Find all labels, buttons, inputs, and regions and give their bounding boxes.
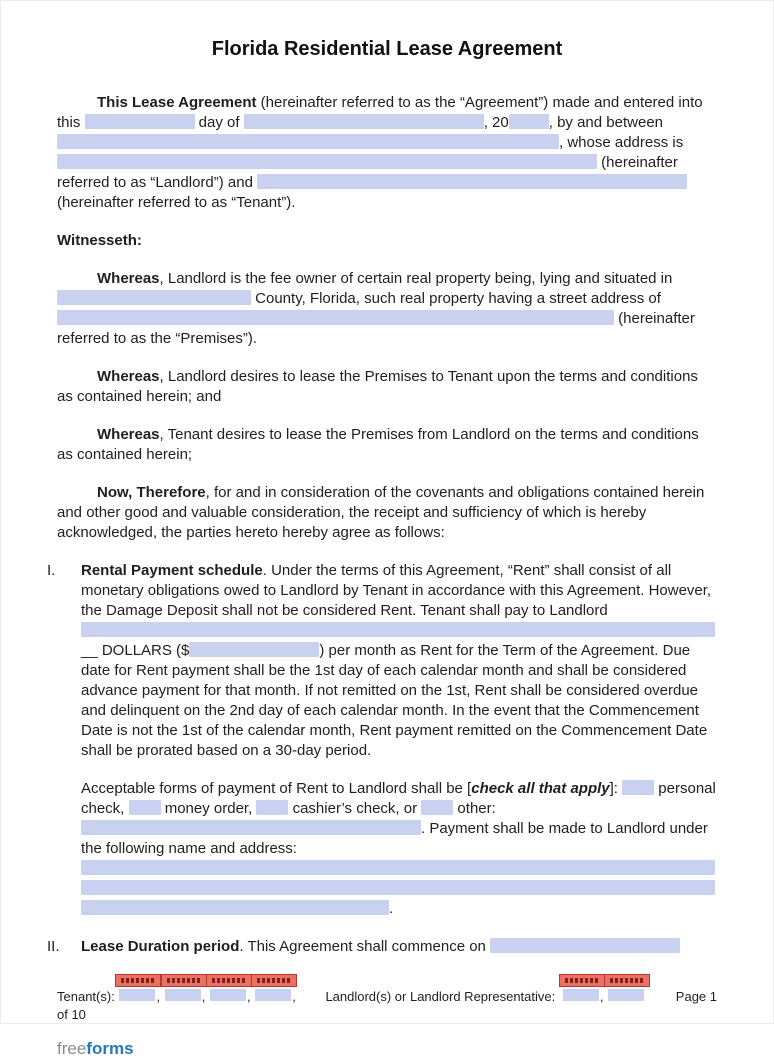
whereas1-lead-bold: Whereas	[97, 270, 160, 287]
tenant-initials-field-3[interactable]	[210, 989, 246, 1001]
year-field[interactable]	[509, 114, 549, 129]
landlord-initials-field-1[interactable]	[563, 989, 599, 1001]
rental-text-2: __ DOLLARS ($	[81, 642, 190, 659]
month-field[interactable]	[244, 114, 484, 129]
payment-forms-paragraph	[81, 779, 717, 919]
landlord-initials-field-2[interactable]	[608, 989, 644, 1001]
intro-text-1: (hereinafter referred to as the “Agreement”) made and entered into this	[57, 94, 703, 131]
check-all-that-apply-bold: check all that apply	[471, 780, 610, 797]
intro-text-6: (hereinafter referred to as “Landlord”) and	[57, 154, 678, 191]
list-item-lease-duration	[47, 937, 717, 957]
intro-paragraph	[57, 93, 717, 213]
stamp-text	[121, 978, 155, 983]
payment-text-1: Acceptable forms of payment of Rent to Landlord shall be [	[81, 780, 472, 797]
commencement-date-field[interactable]	[490, 938, 680, 953]
comma-2: ,	[201, 989, 206, 1004]
payment-text-5: cashier’s check, or	[288, 800, 422, 817]
whereas-paragraph-1	[57, 269, 717, 349]
payment-text-3: personal check,	[81, 780, 716, 817]
page-number-continued: of 10	[57, 1007, 86, 1022]
payee-name-address-field-3[interactable]	[81, 900, 389, 915]
tenant-initial-slot-1	[119, 988, 155, 1001]
intro-lead-bold: This Lease Agreement	[97, 94, 257, 111]
whereas1-text-3: (hereinafter referred to as the “Premises”).	[57, 310, 695, 347]
whereas1-text-2: County, Florida, such real property having a street address of	[251, 290, 661, 307]
sign-here-stamp-icon[interactable]	[206, 974, 252, 987]
intro-text-3: , 20	[483, 114, 509, 131]
list-number-1: I.	[47, 562, 56, 579]
payee-name-address-field-1[interactable]	[81, 860, 715, 875]
stamp-text	[610, 978, 644, 983]
payment-text-8: .	[389, 900, 394, 917]
street-address-field[interactable]	[57, 310, 614, 325]
whereas-paragraph-3	[57, 425, 717, 465]
landlord-initial-slot-1	[563, 988, 599, 1001]
other-payment-description-field[interactable]	[81, 820, 421, 835]
witnesseth-heading	[57, 231, 717, 251]
freeforms-logo	[57, 1039, 717, 1059]
whereas-paragraph-2	[57, 367, 717, 407]
rental-payment-paragraph	[81, 561, 717, 761]
landlord-name-field[interactable]	[57, 134, 559, 149]
tenant-initial-slot-4	[255, 988, 291, 1001]
brand-forms-text: forms	[86, 1039, 134, 1058]
initials-row	[57, 971, 717, 1005]
payment-text-4: money order,	[160, 800, 257, 817]
rent-amount-words-field[interactable]	[81, 622, 715, 637]
tenants-label: Tenant(s):	[57, 989, 115, 1004]
day-of-month-field[interactable]	[85, 114, 195, 129]
payment-text-7: . Payment shall be made to Landlord under the following name and address:	[81, 820, 708, 857]
intro-text-4: , by and between	[548, 114, 664, 131]
rent-amount-numeric-field[interactable]	[189, 642, 319, 657]
page-number: Page 1	[675, 989, 717, 1004]
sign-here-stamp-icon[interactable]	[604, 974, 650, 987]
whereas1-text-1: , Landlord is the fee owner of certain real property being, lying and situated in	[159, 270, 673, 287]
therefore-text: , for and in consideration of the covenants and obligations contained herein and other good and valuable consideration, the receipt and sufficiency of which is hereby acknowledged, the parties hereto hereby agree as follows:	[57, 484, 705, 541]
payment-text-6: other:	[453, 800, 496, 817]
intro-text-2: day of	[194, 114, 244, 131]
landlord-initial-slot-2	[608, 988, 644, 1001]
rental-text-3: ) per month as Rent for the Term of the Agreement. Due date for Rent payment shall be the 1st day of each calendar month and shall be considered advance payment for that month. If not remitted on the 1st, Rent shall be considered overdue and delinquent on the 2nd day of each calendar month. In the event that the Commencement Date is not the 1st of the calendar month, Rent payment remitted on the Commencement Date shall be prorated based on a 30-day period.	[81, 642, 708, 759]
tenant-name-field[interactable]	[257, 174, 687, 189]
comma-5: ,	[599, 989, 604, 1004]
cashiers-check-checkbox-field[interactable]	[256, 800, 288, 815]
witnesseth-label: Witnesseth:	[57, 232, 142, 249]
personal-check-checkbox-field[interactable]	[622, 780, 654, 795]
comma-1: ,	[156, 989, 161, 1004]
lease-duration-heading: Lease Duration period	[81, 938, 240, 955]
brand-free-text: free	[57, 1039, 87, 1058]
stamp-text	[167, 978, 201, 983]
sign-here-stamp-icon[interactable]	[161, 974, 207, 987]
county-field[interactable]	[57, 290, 251, 305]
duration-text-1: . This Agreement shall commence on	[239, 938, 491, 955]
tenant-initials-field-1[interactable]	[119, 989, 155, 1001]
other-checkbox-field[interactable]	[421, 800, 453, 815]
landlord-address-field[interactable]	[57, 154, 597, 169]
sign-here-stamp-icon[interactable]	[559, 974, 605, 987]
landlords-label: Landlord(s) or Landlord Representative:	[325, 989, 556, 1004]
rental-text-1: . Under the terms of this Agreement, “Rent” shall consist of all monetary obligations owed to Landlord by Tenant in accordance with this Agreement. However, the Damage Deposit shall not be considered Rent. Tenant shall pay to Landlord	[81, 562, 712, 619]
tenant-initial-slot-3	[210, 988, 246, 1001]
whereas2-lead-bold: Whereas	[97, 368, 160, 385]
rental-payment-heading: Rental Payment schedule	[81, 562, 263, 579]
tenant-initials-field-4[interactable]	[255, 989, 291, 1001]
document-title: Florida Residential Lease Agreement	[211, 38, 563, 60]
tenant-initial-slot-2	[165, 988, 201, 1001]
therefore-lead-bold: Now, Therefore	[97, 484, 206, 501]
intro-text-7: (hereinafter referred to as “Tenant”).	[57, 194, 296, 211]
document-content	[1, 1, 773, 1059]
list-body-1	[81, 561, 717, 919]
list-number-2: II.	[47, 938, 60, 955]
sign-here-stamp-icon[interactable]	[251, 974, 297, 987]
now-therefore-paragraph	[57, 483, 717, 543]
payee-name-address-field-2[interactable]	[81, 880, 715, 895]
list-body-2	[81, 937, 717, 957]
sign-here-stamp-icon[interactable]	[115, 974, 161, 987]
money-order-checkbox-field[interactable]	[129, 800, 161, 815]
whereas2-text: , Landlord desires to lease the Premises to Tenant upon the terms and conditions as contained herein; and	[57, 368, 698, 405]
comma-3: ,	[246, 989, 251, 1004]
comma-4: ,	[292, 989, 296, 1004]
tenant-initials-field-2[interactable]	[165, 989, 201, 1001]
list-item-rental-payment	[47, 561, 717, 919]
whereas3-lead-bold: Whereas	[97, 426, 160, 443]
whereas3-text: , Tenant desires to lease the Premises from Landlord on the terms and conditions as contained herein;	[57, 426, 699, 463]
stamp-text	[565, 978, 599, 983]
stamp-text	[212, 978, 246, 983]
payment-text-2: ]:	[609, 780, 623, 797]
stamp-text	[257, 978, 291, 983]
lease-duration-paragraph	[81, 937, 717, 957]
intro-text-5: , whose address is	[559, 134, 684, 151]
